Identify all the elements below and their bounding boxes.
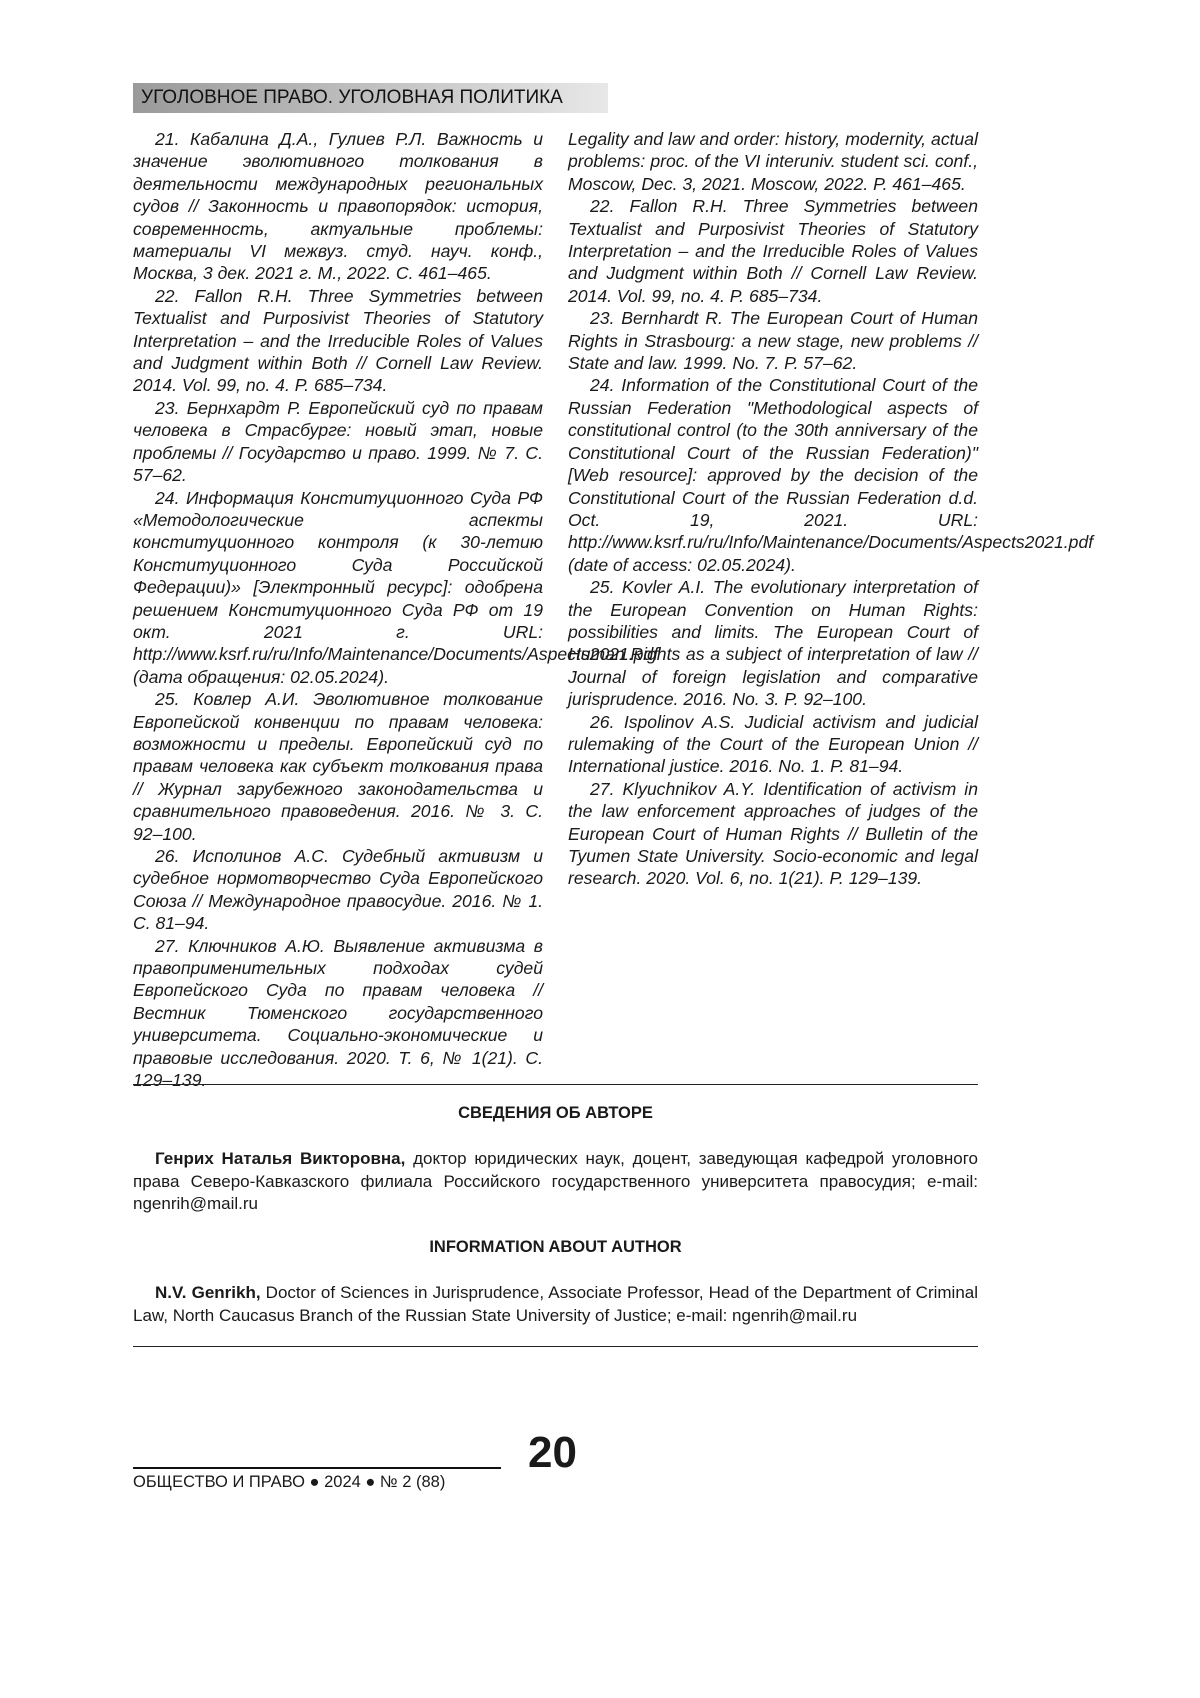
author-details-en: Doctor of Sciences in Jurisprudence, Associate Professor, Head of the Department of Criminal Law, North Caucasus Branch of the Russian State University of Justice; e-mail: ngenrih@mail.ru xyxy=(133,1283,978,1325)
author-heading-ru: СВЕДЕНИЯ ОБ АВТОРЕ xyxy=(133,1104,978,1123)
page-number: 20 xyxy=(528,1428,577,1478)
author-info-ru xyxy=(133,1148,978,1216)
reference-item: 22. Fallon R.H. Three Symmetries between Textualist and Purposivist Theories of Statutory Interpretation – and the Irreducible Roles of Values and Judgment within Both // Cornell Law Review. 2014. Vol. 99, no. 4. P. 685–734. xyxy=(568,195,978,307)
footer-rule xyxy=(133,1467,501,1469)
author-heading-en: INFORMATION ABOUT AUTHOR xyxy=(133,1238,978,1257)
reference-continuation: Legality and law and order: history, modernity, actual problems: proc. of the VI interuniv. student sci. conf., Moscow, Dec. 3, 2021. Moscow, 2022. P. 461–465. xyxy=(568,128,978,195)
reference-item: 22. Fallon R.H. Three Symmetries between Textualist and Purposivist Theories of Statutory Interpretation – and the Irreducible Roles of Values and Judgment within Both // Cornell Law Review. 2014. Vol. 99, no. 4. P. 685–734. xyxy=(133,285,543,397)
author-details-ru: доктор юридических наук, доцент, заведующая кафедрой уголовного права Северо-Кавказского филиала Российского государственного университета правосудия; e-mail: ngenrih@mail.ru xyxy=(133,1149,978,1213)
author-name-en: N.V. Genrikh, xyxy=(155,1283,261,1302)
author-info-en xyxy=(133,1282,978,1327)
references-russian xyxy=(133,128,543,1091)
reference-item: 21. Кабалина Д.А., Гулиев Р.Л. Важность и значение эволютивного толкования в деятельности международных региональных судов // Законность и правопорядок: история, современность, актуальные проблемы: материалы VI межвуз. студ. науч. конф., Москва, 3 дек. 2021 г. М., 2022. С. 461–465. xyxy=(133,128,543,285)
divider xyxy=(133,1084,978,1085)
reference-item: 26. Ispolinov A.S. Judicial activism and judicial rulemaking of the Court of the European Union // International justice. 2016. No. 1. P. 81–94. xyxy=(568,711,978,778)
reference-item: 23. Bernhardt R. The European Court of Human Rights in Strasbourg: a new stage, new problems // State and law. 1999. No. 7. P. 57–62. xyxy=(568,307,978,374)
reference-item: 24. Information of the Constitutional Court of the Russian Federation "Methodological aspects of constitutional control (to the 30th anniversary of the Constitutional Court of the Russian Federation)" [Web resource]: approved by the decision of the Constitutional Court of the Russian Federation d.d. Oct. 19, 2021. URL: http://www.ksrf.ru/ru/Info/Maintenance/Documents/Aspects2021.pdf (date of access: 02.05.2024). xyxy=(568,374,978,576)
journal-footer: ОБЩЕСТВО И ПРАВО ● 2024 ● № 2 (88) xyxy=(133,1473,445,1492)
reference-item: 25. Kovler A.I. The evolutionary interpretation of the European Convention on Human Rights: possibilities and limits. The European Court of Human Rights as a subject of interpretation of law // Journal of foreign legislation and comparative jurisprudence. 2016. No. 3. P. 92–100. xyxy=(568,576,978,710)
reference-item: 26. Исполинов А.С. Судебный активизм и судебное нормотворчество Суда Европейского Союза // Международное правосудие. 2016. № 1. С. 81–94. xyxy=(133,845,543,935)
divider xyxy=(133,1346,978,1347)
reference-item: 23. Бернхардт Р. Европейский суд по правам человека в Страсбурге: новый этап, новые проблемы // Государство и право. 1999. № 7. С. 57–62. xyxy=(133,397,543,487)
reference-item: 27. Ключников А.Ю. Выявление активизма в правоприменительных подходах судей Европейского Суда по правам человека // Вестник Тюменского государственного университета. Социально-экономические и правовые исследования. 2020. Т. 6, № 1(21). С. 129–139. xyxy=(133,935,543,1092)
reference-item: 27. Klyuchnikov A.Y. Identification of activism in the law enforcement approaches of judges of the European Court of Human Rights // Bulletin of the Tyumen State University. Socio-economic and legal research. 2020. Vol. 6, no. 1(21). P. 129–139. xyxy=(568,778,978,890)
section-header: УГОЛОВНОЕ ПРАВО. УГОЛОВНАЯ ПОЛИТИКА xyxy=(133,83,608,113)
reference-item: 24. Информация Конституционного Суда РФ «Методологические аспекты конституционного контроля (к 30-летию Конституционного Суда Российской Федерации)» [Электронный ресурс]: одобрена решением Конституционного Суда РФ от 19 окт. 2021 г. URL: http://www.ksrf.ru/ru/Info/Maintenance/Documents/Aspects2021.pdf (дата обращения: 02.05.2024). xyxy=(133,487,543,689)
reference-item: 25. Ковлер А.И. Эволютивное толкование Европейской конвенции по правам человека: возможности и пределы. Европейский суд по правам человека как субъект толкования права // Журнал зарубежного законодательства и сравнительного правоведения. 2016. № 3. С. 92–100. xyxy=(133,688,543,845)
author-name-ru: Генрих Наталья Викторовна, xyxy=(155,1149,405,1168)
references-english xyxy=(568,128,978,890)
